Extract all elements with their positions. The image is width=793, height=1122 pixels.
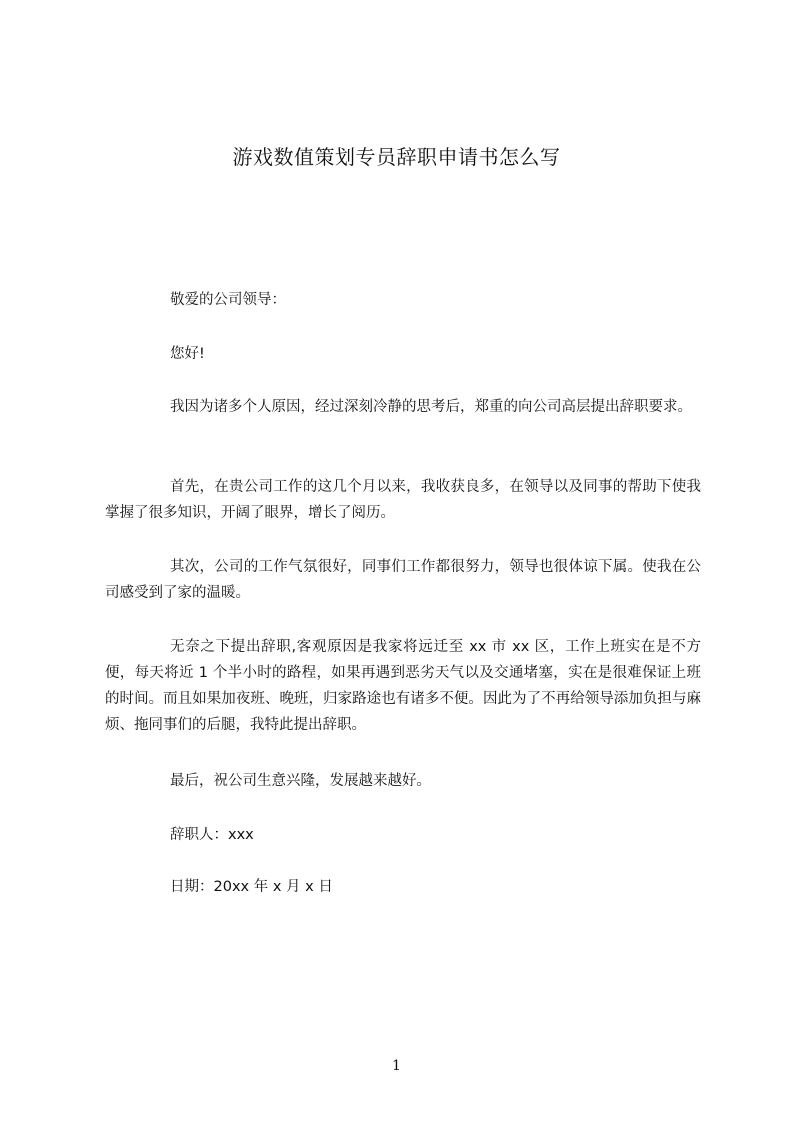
greeting: 您好! [170,346,205,362]
page-number: 1 [392,1058,401,1074]
paragraph-relocation: 无奈之下提出辞职,客观原因是我家将远迁至 xx 市 xx 区，工作上班实在是不方便，每天将近 1 个半小时的路程，如果再遇到恶劣天气以及交通堵塞，实在是很难保证上班的时间。而且如果加夜班、晚班，归家路途也有诸多不便。因此为了不再给领导添加负担与麻烦、拖同事们的后腿，我特此提出辞职。 [105,639,701,733]
page-title: 游戏数值策划专员辞职申请书怎么写 [232,145,561,169]
closing-wishes: 最后，祝公司生意兴隆，发展越来越好。 [170,773,431,789]
paragraph-gratitude: 首先，在贵公司工作的这几个月以来，我收获良多，在领导以及同事的帮助下使我掌握了很多知识，开阔了眼界，增长了阅历。 [105,479,701,521]
salutation: 敬爱的公司领导： [170,292,286,308]
signature: 辞职人：xxx [170,827,254,843]
date-line: 日期：20xx 年 x 月 x 日 [170,879,333,895]
paragraph-reason: 我因为诸多个人原因，经过深刻冷静的思考后，郑重的向公司高层提出辞职要求。 [170,399,692,415]
paragraph-atmosphere: 其次，公司的工作气氛很好，同事们工作都很努力，领导也很体谅下属。使我在公司感受到了家的温暖。 [105,559,701,601]
